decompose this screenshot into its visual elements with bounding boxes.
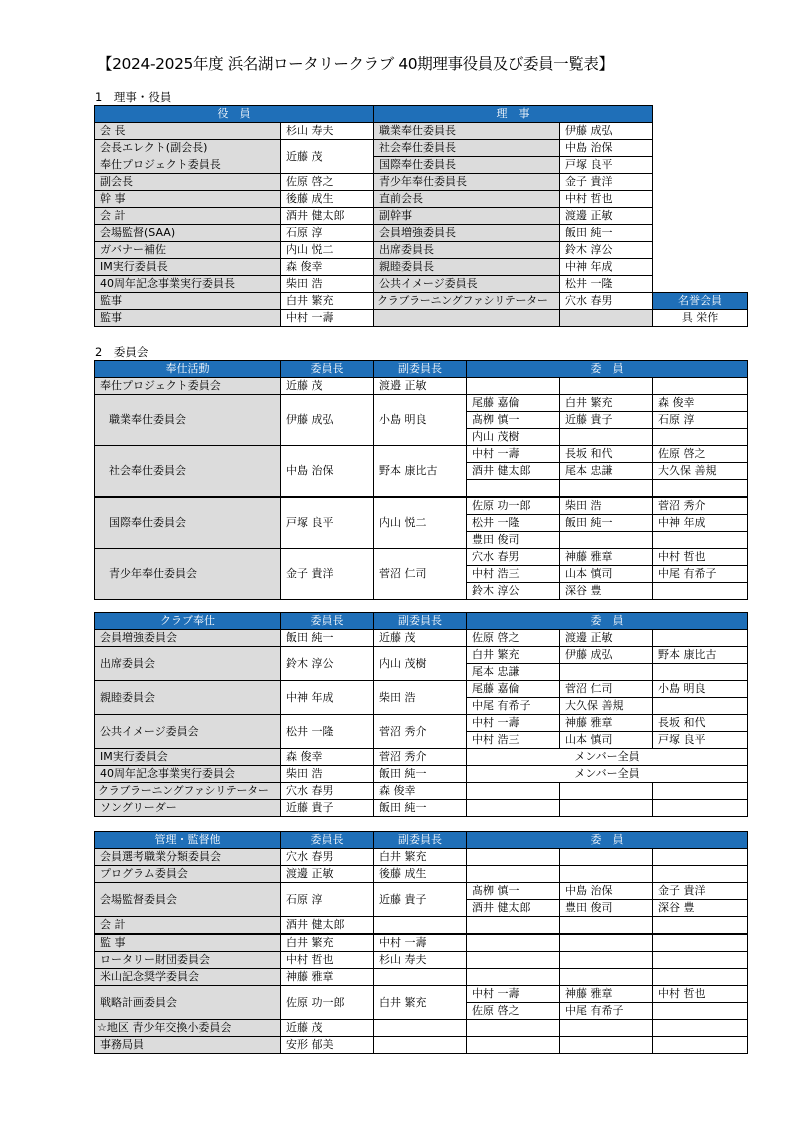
member: 飯田 純一 <box>560 515 653 532</box>
member: 中神 年成 <box>560 259 653 276</box>
member: 戸塚 良平 <box>653 732 748 749</box>
role: 直前会長 <box>374 191 560 208</box>
member: 尾本 忠謙 <box>560 463 653 480</box>
role: 職業奉仕委員長 <box>374 123 560 140</box>
member: 鈴木 淳公 <box>467 583 560 600</box>
chair: 穴水 春男 <box>281 783 374 800</box>
management-table <box>94 831 748 1054</box>
member: 渡邊 正敏 <box>560 208 653 225</box>
role: 奉仕プロジェクト委員長 <box>95 157 281 174</box>
committee-name: 奉仕プロジェクト委員会 <box>95 378 281 395</box>
chair: 近藤 茂 <box>281 1020 374 1037</box>
vice-chair: 内山 悦二 <box>374 497 467 549</box>
vice-chair: 菅沼 秀介 <box>374 749 467 766</box>
section2-label: 2 委員会 <box>95 345 149 359</box>
honorary-header: 名誉会員 <box>653 293 748 310</box>
member: 後藤 成生 <box>281 191 374 208</box>
chair: 佐原 功一郎 <box>281 986 374 1020</box>
committee-name: ロータリー財団委員会 <box>95 952 281 969</box>
role: 幹 事 <box>95 191 281 208</box>
header-members: 委 員 <box>467 832 748 849</box>
section1-label: 1 理事・役員 <box>95 90 172 104</box>
chair: 松井 一隆 <box>281 715 374 749</box>
vice-chair: 森 俊幸 <box>374 783 467 800</box>
vice-chair: 飯田 純一 <box>374 800 467 817</box>
header-category: 奉仕活動 <box>95 361 281 378</box>
vice-chair: 白井 繁充 <box>374 849 467 866</box>
role: 会場監督(SAA) <box>95 225 281 242</box>
role: 副会長 <box>95 174 281 191</box>
header-chair: 委員長 <box>281 832 374 849</box>
member: 佐原 功一郎 <box>467 497 560 515</box>
vice-chair: 野本 康比古 <box>374 446 467 498</box>
committee-name: ソングリーダー <box>95 800 281 817</box>
committee-name: ☆地区 青少年交換小委員会 <box>95 1020 281 1037</box>
member: 森 俊幸 <box>281 259 374 276</box>
header-vice-chair: 副委員長 <box>374 361 467 378</box>
member: 渡邊 正敏 <box>560 630 653 647</box>
vice-chair: 菅沼 仁司 <box>374 549 467 600</box>
member: 神藤 雅章 <box>560 986 653 1003</box>
committee-name: 事務局員 <box>95 1037 281 1054</box>
vice-chair: 小島 明良 <box>374 395 467 446</box>
vice-chair: 渡邉 正敏 <box>374 378 467 395</box>
committee-name: 会 計 <box>95 917 281 935</box>
header-members: 委 員 <box>467 361 748 378</box>
role: 監事 <box>95 310 281 327</box>
committee-name: 40周年記念事業実行委員会 <box>95 766 281 783</box>
member: 伊藤 成弘 <box>560 123 653 140</box>
vice-chair: 後藤 成生 <box>374 866 467 883</box>
chair: 白井 繁充 <box>281 934 374 952</box>
chair: 鈴木 淳公 <box>281 647 374 681</box>
committee-name: 職業奉仕委員会 <box>95 395 281 446</box>
committee-name: 米山記念奨学委員会 <box>95 969 281 986</box>
role: 親睦委員長 <box>374 259 560 276</box>
committee-name: 監 事 <box>95 934 281 952</box>
chair: 森 俊幸 <box>281 749 374 766</box>
member: 髙栁 慎一 <box>467 883 560 900</box>
role: 会長エレクト(副会長) <box>95 140 281 157</box>
role: 副幹事 <box>374 208 560 225</box>
member: 酒井 健太郎 <box>467 463 560 480</box>
member: 中村 哲也 <box>653 986 748 1003</box>
member: 菅沼 秀介 <box>653 497 748 515</box>
member: 中尾 有希子 <box>653 566 748 583</box>
member: 山本 慎司 <box>560 566 653 583</box>
member: 内山 悦二 <box>281 242 374 259</box>
vice-chair: 飯田 純一 <box>374 766 467 783</box>
member: 神藤 雅章 <box>560 549 653 566</box>
role: 会員増強委員長 <box>374 225 560 242</box>
member: 中村 一壽 <box>281 310 374 327</box>
vice-chair: 白井 繁充 <box>374 986 467 1020</box>
role: 公共イメージ委員長 <box>374 276 560 293</box>
chair: 近藤 茂 <box>281 378 374 395</box>
role: 40周年記念事業実行委員長 <box>95 276 281 293</box>
committee-name: 会員増強委員会 <box>95 630 281 647</box>
member: 中村 浩三 <box>467 732 560 749</box>
committee-name: 親睦委員会 <box>95 681 281 715</box>
header-vice-chair: 副委員長 <box>374 832 467 849</box>
header-category: 管理・監督他 <box>95 832 281 849</box>
header-members: 委 員 <box>467 613 748 630</box>
header-vice-chair: 副委員長 <box>374 613 467 630</box>
member: 中尾 有希子 <box>467 698 560 715</box>
member: 森 俊幸 <box>653 395 748 412</box>
member: 野本 康比古 <box>653 647 748 664</box>
member: 酒井 健太郎 <box>281 208 374 225</box>
member: 中島 治保 <box>560 140 653 157</box>
member: 内山 茂樹 <box>467 429 560 446</box>
chair: 戸塚 良平 <box>281 497 374 549</box>
member: 佐原 啓之 <box>467 630 560 647</box>
chair: 神藤 雅章 <box>281 969 374 986</box>
member: 尾藤 嘉倫 <box>467 395 560 412</box>
committee-name: 国際奉仕委員会 <box>95 497 281 549</box>
vice-chair: 柴田 浩 <box>374 681 467 715</box>
committee-name: IM実行委員会 <box>95 749 281 766</box>
member: 飯田 純一 <box>560 225 653 242</box>
header-riji: 理 事 <box>374 106 653 123</box>
member: 伊藤 成弘 <box>560 647 653 664</box>
chair: 中島 治保 <box>281 446 374 498</box>
chair: 中神 年成 <box>281 681 374 715</box>
vice-chair: 杉山 寿夫 <box>374 952 467 969</box>
officers-table <box>94 105 748 327</box>
member: 深谷 豊 <box>653 900 748 917</box>
member: 豊田 俊司 <box>467 532 560 549</box>
committee-name: 戦略計画委員会 <box>95 986 281 1020</box>
member: 中村 一壽 <box>467 446 560 463</box>
chair: 酒井 健太郎 <box>281 917 374 935</box>
member: 中村 一壽 <box>467 986 560 1003</box>
committee-name: 社会奉仕委員会 <box>95 446 281 498</box>
chair: 近藤 貴子 <box>281 800 374 817</box>
member: 近藤 茂 <box>281 140 374 174</box>
role: 会 長 <box>95 123 281 140</box>
role: 国際奉仕委員長 <box>374 157 560 174</box>
member: 白井 繁充 <box>281 293 374 310</box>
member: 松井 一隆 <box>560 276 653 293</box>
chair: 伊藤 成弘 <box>281 395 374 446</box>
role: 出席委員長 <box>374 242 560 259</box>
member: 白井 繁充 <box>560 395 653 412</box>
member: 小島 明良 <box>653 681 748 698</box>
committee-name: 会員選考職業分類委員会 <box>95 849 281 866</box>
header-chair: 委員長 <box>281 361 374 378</box>
vice-chair: 内山 茂樹 <box>374 647 467 681</box>
member: 酒井 健太郎 <box>467 900 560 917</box>
header-chair: 委員長 <box>281 613 374 630</box>
vice-chair: 菅沼 秀介 <box>374 715 467 749</box>
member: 深谷 豊 <box>560 583 653 600</box>
member: 中村 一壽 <box>467 715 560 732</box>
chair: 渡邊 正敏 <box>281 866 374 883</box>
chair: 安形 郁美 <box>281 1037 374 1054</box>
service-committees-table <box>94 360 748 600</box>
committee-name: プログラム委員会 <box>95 866 281 883</box>
role: 社会奉仕委員長 <box>374 140 560 157</box>
member: 長坂 和代 <box>560 446 653 463</box>
member: 佐原 啓之 <box>281 174 374 191</box>
member: 中尾 有希子 <box>560 1003 653 1020</box>
role: 青少年奉仕委員長 <box>374 174 560 191</box>
chair: 金子 貴洋 <box>281 549 374 600</box>
member: 近藤 貴子 <box>560 412 653 429</box>
member: 石原 淳 <box>653 412 748 429</box>
member: 神藤 雅章 <box>560 715 653 732</box>
club-service-table <box>94 612 748 817</box>
chair: 飯田 純一 <box>281 630 374 647</box>
member: 佐原 啓之 <box>653 446 748 463</box>
member: 鈴木 淳公 <box>560 242 653 259</box>
member: 長坂 和代 <box>653 715 748 732</box>
member: 髙栁 慎一 <box>467 412 560 429</box>
member: 穴水 春男 <box>560 293 653 310</box>
member: 柴田 浩 <box>281 276 374 293</box>
member: 豊田 俊司 <box>560 900 653 917</box>
member: 中神 年成 <box>653 515 748 532</box>
member: 中島 治保 <box>560 883 653 900</box>
page-title: 【2024-2025年度 浜名湖ロータリークラブ 40期理事役員及び委員一覧表】 <box>97 55 614 73</box>
member: 尾本 忠謙 <box>467 664 560 681</box>
vice-chair: 中村 一壽 <box>374 934 467 952</box>
vice-chair: 近藤 茂 <box>374 630 467 647</box>
member: 大久保 善規 <box>653 463 748 480</box>
member: 杉山 寿夫 <box>281 123 374 140</box>
all-members: メンバー全員 <box>467 749 748 766</box>
member: 松井 一隆 <box>467 515 560 532</box>
all-members: メンバー全員 <box>467 766 748 783</box>
member: 大久保 善規 <box>560 698 653 715</box>
header-yakuin: 役 員 <box>95 106 374 123</box>
member: 金子 貴洋 <box>560 174 653 191</box>
role: ガバナー補佐 <box>95 242 281 259</box>
committee-name: 会場監督委員会 <box>95 883 281 917</box>
role: クラブラーニングファシリテーター <box>374 293 560 310</box>
chair: 中村 哲也 <box>281 952 374 969</box>
role: 監事 <box>95 293 281 310</box>
committee-name: 出席委員会 <box>95 647 281 681</box>
member: 中村 浩三 <box>467 566 560 583</box>
member: 山本 慎司 <box>560 732 653 749</box>
member: 金子 貴洋 <box>653 883 748 900</box>
header-category: クラブ奉仕 <box>95 613 281 630</box>
member: 中村 哲也 <box>560 191 653 208</box>
vice-chair: 近藤 貴子 <box>374 883 467 917</box>
committee-name: 青少年奉仕委員会 <box>95 549 281 600</box>
role: 会 計 <box>95 208 281 225</box>
chair: 石原 淳 <box>281 883 374 917</box>
committee-name: クラブラーニングファシリテーター <box>95 783 281 800</box>
member: 尾藤 嘉倫 <box>467 681 560 698</box>
honorary-member: 具 栄作 <box>653 310 748 327</box>
chair: 柴田 浩 <box>281 766 374 783</box>
member: 柴田 浩 <box>560 497 653 515</box>
committee-name: 公共イメージ委員会 <box>95 715 281 749</box>
member: 中村 哲也 <box>653 549 748 566</box>
member: 菅沼 仁司 <box>560 681 653 698</box>
member: 白井 繁充 <box>467 647 560 664</box>
member: 佐原 啓之 <box>467 1003 560 1020</box>
member: 穴水 春男 <box>467 549 560 566</box>
member: 戸塚 良平 <box>560 157 653 174</box>
member: 石原 淳 <box>281 225 374 242</box>
role: IM実行委員長 <box>95 259 281 276</box>
chair: 穴水 春男 <box>281 849 374 866</box>
